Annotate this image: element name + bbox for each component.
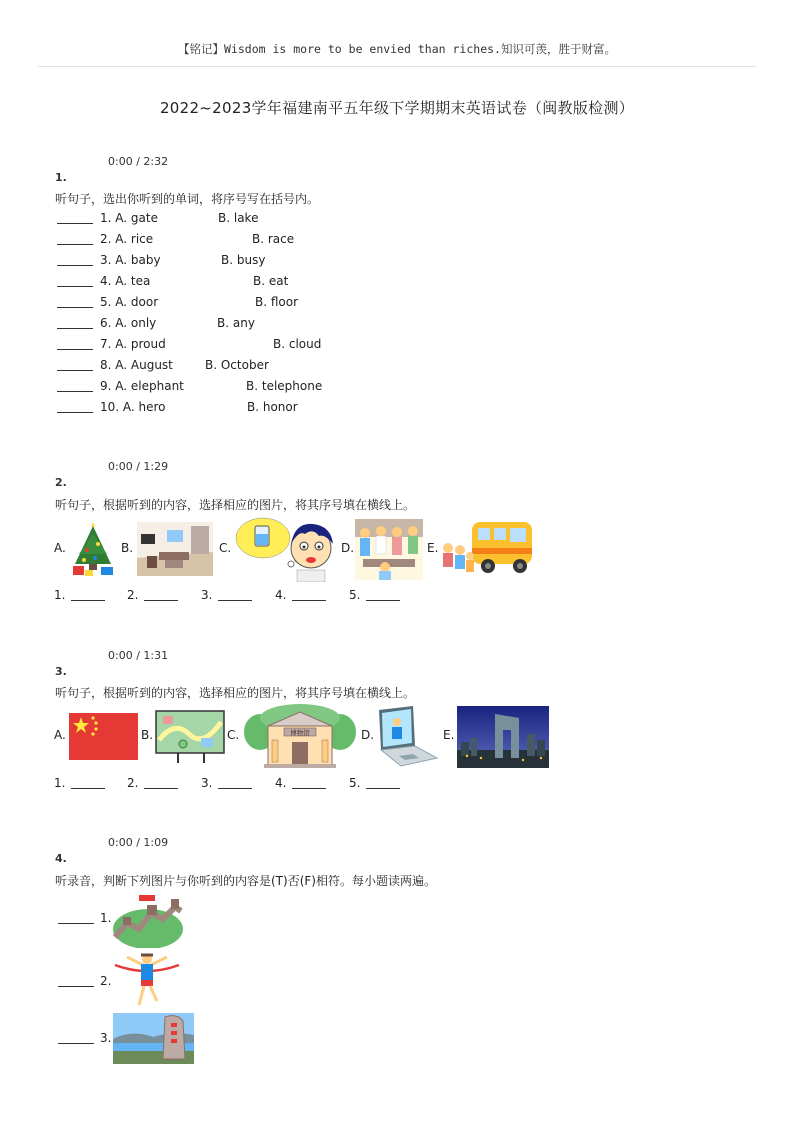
answer-number: 1. [54, 776, 66, 790]
q3-answer-2 [127, 776, 138, 792]
item-number: 3. [100, 1031, 112, 1045]
q3-answer-3 [201, 776, 212, 792]
city-night-picture [457, 706, 549, 768]
answer-blank[interactable] [292, 600, 326, 601]
option-a: 10. A. hero [100, 400, 166, 414]
answer-blank[interactable] [57, 349, 93, 350]
question-number-2: 2. [55, 476, 67, 489]
answer-blank[interactable] [366, 600, 400, 601]
option-b: B. lake [218, 211, 259, 225]
q3-answer-4 [275, 776, 286, 792]
answer-blank[interactable] [218, 788, 252, 789]
answer-blank[interactable] [58, 986, 94, 987]
museum-picture [244, 704, 356, 770]
answer-blank[interactable] [57, 244, 93, 245]
option-b: B. race [252, 232, 295, 246]
option-b: B. cloud [273, 337, 322, 351]
option-b: B. honor [247, 400, 298, 414]
option-b: B. October [205, 358, 269, 372]
q3-answer-1 [54, 776, 65, 792]
answer-blank[interactable] [57, 370, 93, 371]
answer-blank[interactable] [57, 307, 93, 308]
picture-label-c: C. [227, 728, 240, 742]
page-title: 2022~2023学年福建南平五年级下学期期末英语试卷（闽教版检测） [159, 99, 635, 117]
answer-blank[interactable] [71, 788, 105, 789]
q2-answer-4 [275, 588, 286, 604]
answer-number: 2. [127, 776, 139, 790]
option-a: 1. A. gate [100, 211, 158, 225]
item-number: 2. [100, 974, 112, 988]
answer-blank[interactable] [57, 328, 93, 329]
q2-answer-2 [127, 588, 138, 604]
audio-time-q3[interactable]: 0:00 / 1:31 [108, 649, 169, 662]
picture-label-d: D. [361, 728, 375, 742]
answer-number: 1. [54, 588, 66, 602]
answer-number: 3. [201, 588, 213, 602]
answer-number: 3. [201, 776, 213, 790]
answer-number: 5. [349, 588, 361, 602]
answer-number: 4. [275, 776, 287, 790]
option-a: 7. A. proud [100, 337, 166, 351]
option-a: 5. A. door [100, 295, 159, 309]
option-b: B. eat [253, 274, 289, 288]
question-instruction-2: 听句子，根据听到的内容，选择相应的图片，将其序号填在横线上。 [55, 498, 416, 512]
option-b: B. telephone [246, 379, 323, 393]
question-instruction-3: 听句子，根据听到的内容，选择相应的图片，将其序号填在横线上。 [55, 686, 416, 700]
answer-blank[interactable] [57, 391, 93, 392]
answer-blank[interactable] [58, 1043, 94, 1044]
answer-blank[interactable] [57, 286, 93, 287]
picture-label-d: D. [341, 541, 355, 555]
answer-number: 5. [349, 776, 361, 790]
picture-label-b: B. [141, 728, 154, 742]
audio-time-q1[interactable]: 0:00 / 2:32 [108, 155, 169, 168]
item-number: 1. [100, 911, 112, 925]
option-b: B. busy [221, 253, 266, 267]
q2-answer-5 [349, 588, 360, 604]
page-motto: 【铭记】Wisdom is more to be envied than riches.知识可羡，胜于财富。 [178, 42, 616, 56]
runner-picture [113, 951, 181, 1011]
thirsty-boy-picture [233, 514, 337, 582]
christmas-tree-picture [67, 520, 119, 578]
china-flag-picture [69, 713, 138, 760]
answer-blank[interactable] [58, 923, 94, 924]
answer-blank[interactable] [292, 788, 326, 789]
picture-label-a: A. [54, 541, 66, 555]
laptop-picture [373, 704, 439, 770]
museum-sign: 博物馆 [290, 729, 310, 737]
answer-blank[interactable] [57, 412, 93, 413]
answer-blank[interactable] [57, 223, 93, 224]
scenic-rock-picture [113, 1013, 194, 1064]
q2-answer-3 [201, 588, 212, 604]
audio-time-q4[interactable]: 0:00 / 1:09 [108, 836, 169, 849]
answer-blank[interactable] [144, 788, 178, 789]
picture-label-a: A. [54, 728, 66, 742]
answer-blank[interactable] [71, 600, 105, 601]
living-room-picture [137, 522, 213, 576]
picture-label-e: E. [443, 728, 455, 742]
school-bus-picture [440, 518, 535, 580]
answer-blank[interactable] [218, 600, 252, 601]
question-instruction-4: 听录音，判断下列图片与你听到的内容是(T)否(F)相符。每小题读两遍。 [55, 874, 436, 888]
answer-number: 4. [275, 588, 287, 602]
option-a: 3. A. baby [100, 253, 161, 267]
option-a: 9. A. elephant [100, 379, 184, 393]
option-a: 8. A. August [100, 358, 173, 372]
audio-time-q2[interactable]: 0:00 / 1:29 [108, 460, 169, 473]
picture-label-b: B. [121, 541, 134, 555]
answer-blank[interactable] [366, 788, 400, 789]
option-a: 4. A. tea [100, 274, 151, 288]
option-a: 2. A. rice [100, 232, 154, 246]
picture-label-e: E. [427, 541, 439, 555]
picture-label-c: C. [219, 541, 232, 555]
header-divider [38, 66, 756, 67]
q2-answer-1 [54, 588, 65, 604]
question-number-3: 3. [55, 665, 67, 678]
answer-blank[interactable] [57, 265, 93, 266]
option-a: 6. A. only [100, 316, 157, 330]
question-number-4: 4. [55, 852, 67, 865]
question-instruction-1: 听句子，选出你听到的单词，将序号写在括号内。 [55, 192, 320, 206]
answer-number: 2. [127, 588, 139, 602]
answer-blank[interactable] [144, 600, 178, 601]
option-b: B. any [217, 316, 255, 330]
q3-answer-5 [349, 776, 360, 792]
option-b: B. floor [255, 295, 299, 309]
great-wall-picture [113, 893, 183, 948]
children-classroom-picture [355, 519, 423, 580]
question-number-1: 1. [55, 171, 67, 184]
map-board-picture [155, 710, 225, 764]
